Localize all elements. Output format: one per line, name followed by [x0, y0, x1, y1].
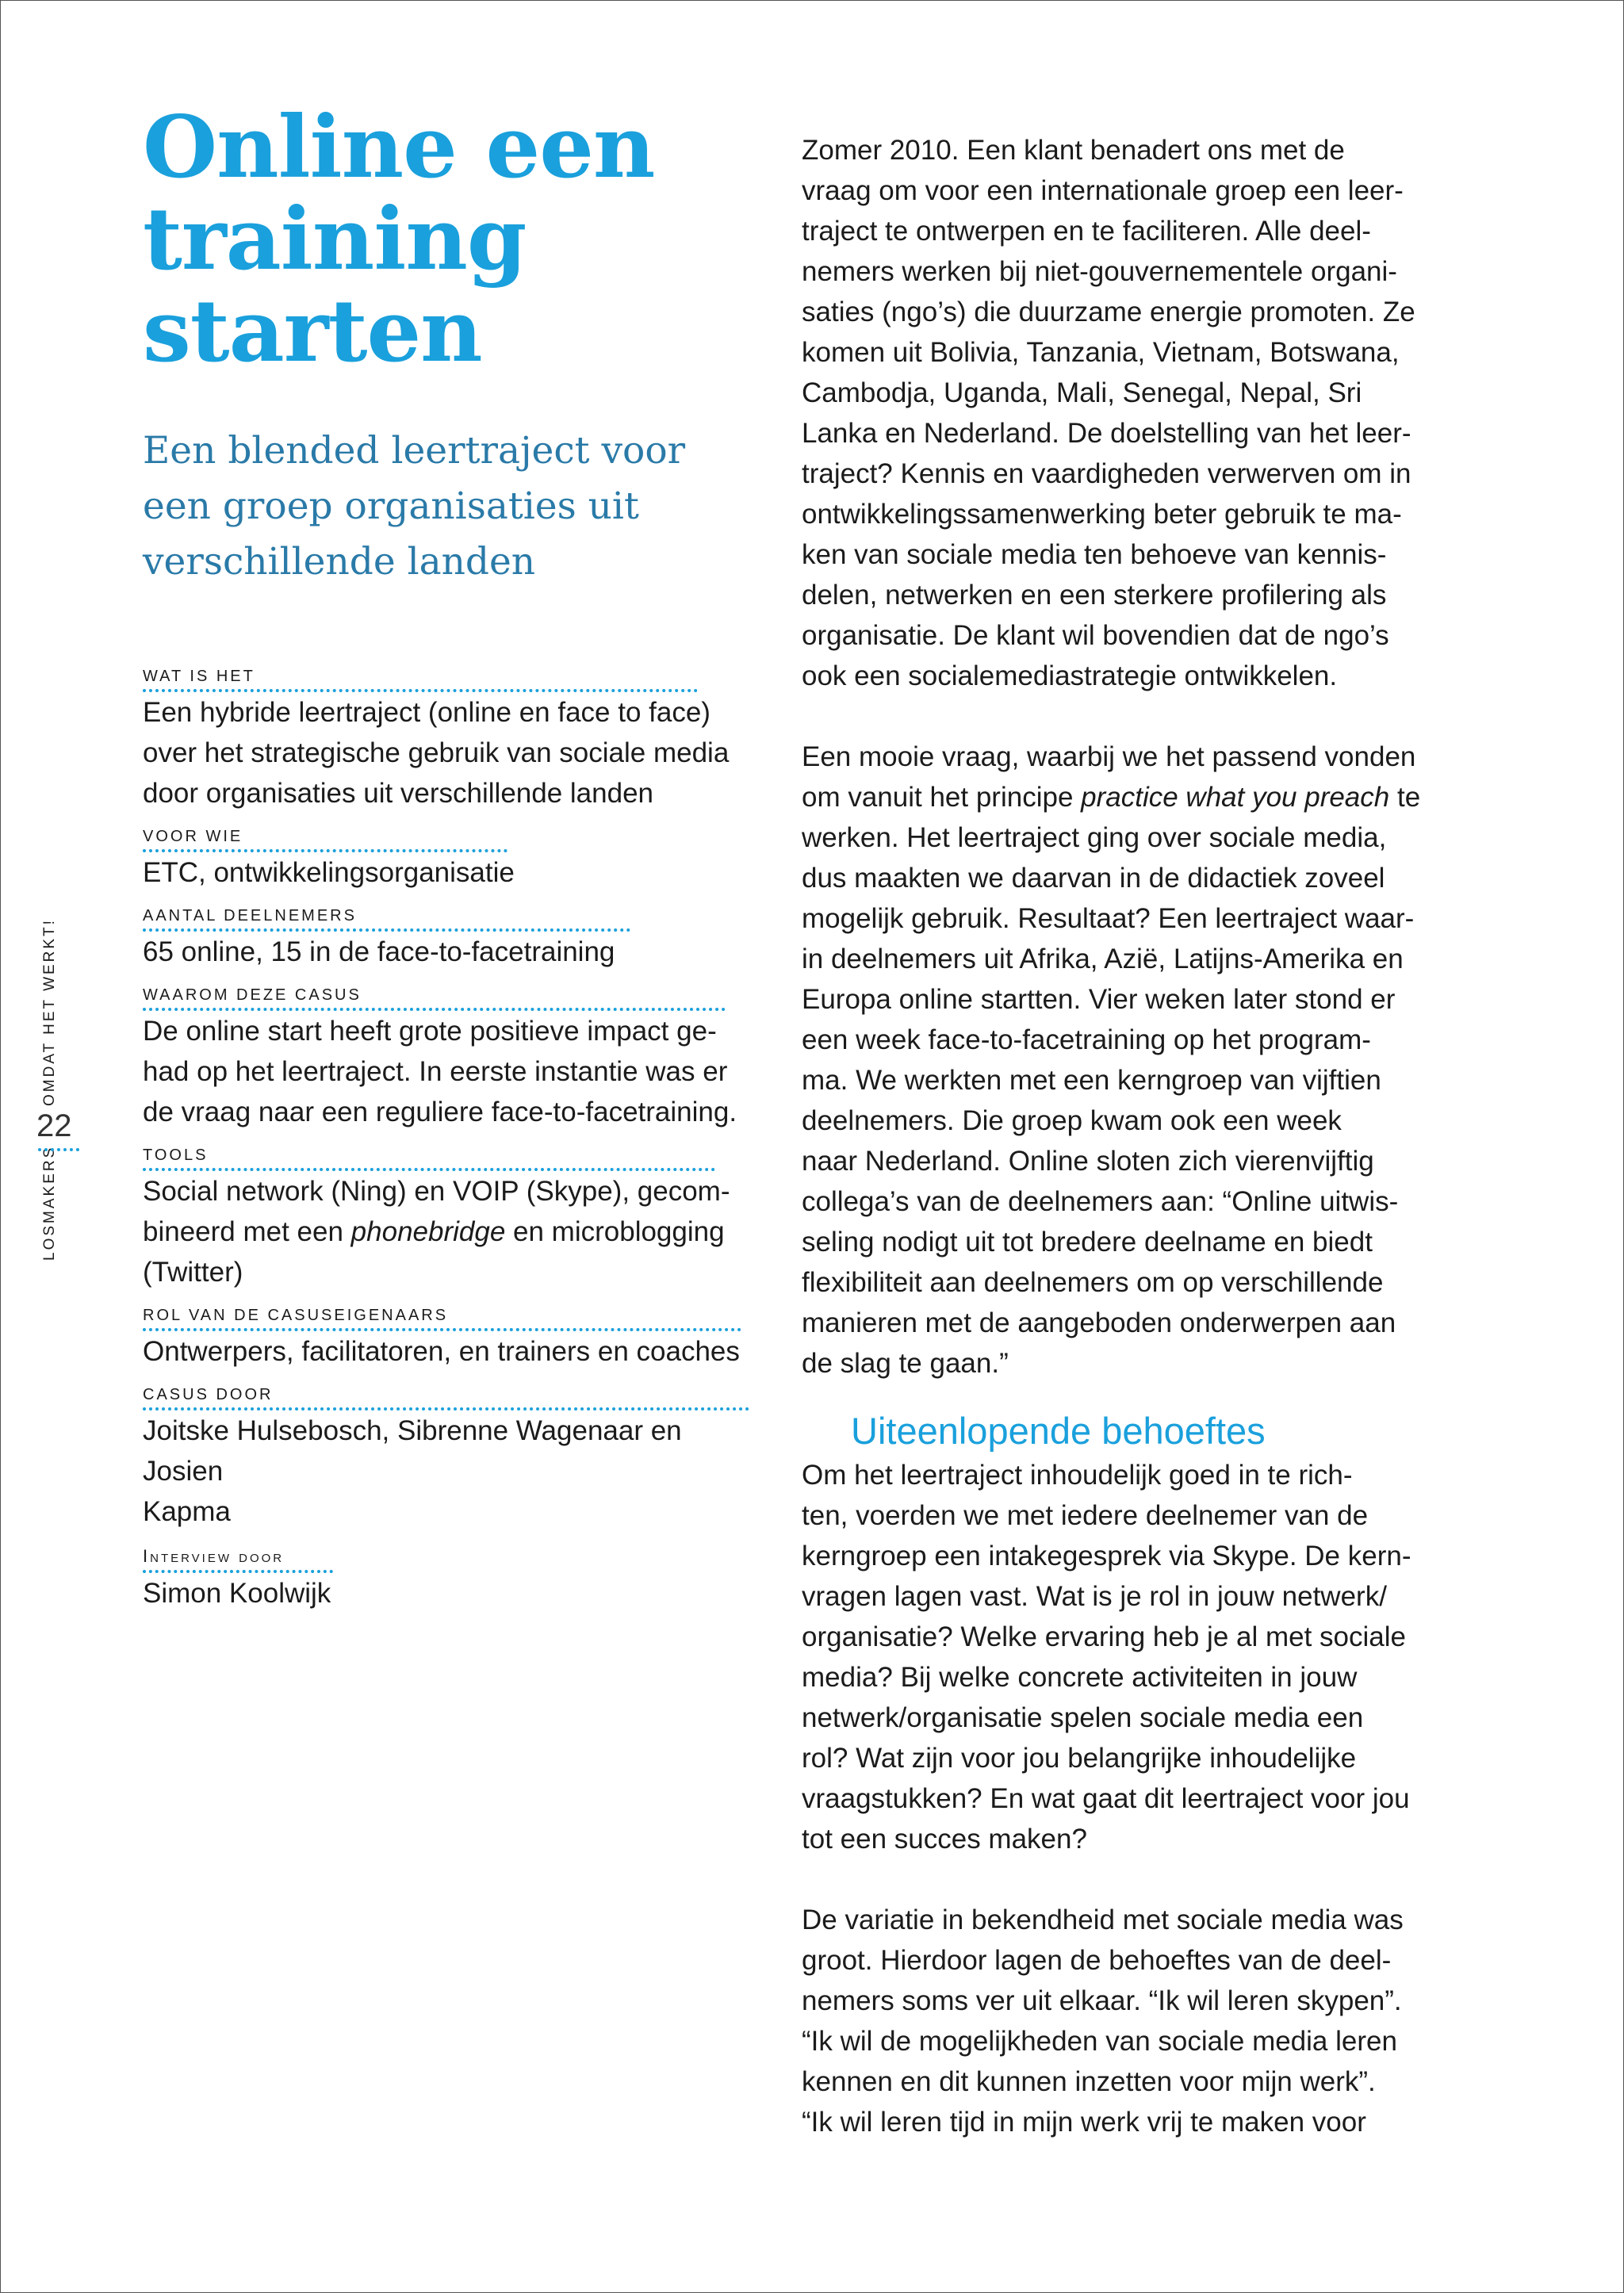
body-line: ma. We werkten met een kerngroep van vijftien — [802, 1065, 1381, 1096]
body-text: te — [1389, 782, 1421, 813]
paragraph-gap — [802, 696, 1420, 737]
info-label: WAT IS HET — [143, 668, 698, 692]
info-line: Ontwerpers, facilitatoren, en trainers en coaches — [143, 1336, 740, 1367]
subtitle-line: een groep organisaties uit — [143, 484, 639, 528]
paragraph-approach — [802, 737, 1420, 1384]
title-line: training — [143, 189, 527, 289]
body-line: flexibiliteit aan deelnemers om op verschillende — [802, 1267, 1384, 1298]
body-line: komen uit Bolivia, Tanzania, Vietnam, Botswana, — [802, 337, 1400, 368]
case-info-panel — [143, 668, 761, 1628]
body-line: Lanka en Nederland. De doelstelling van het leer- — [802, 418, 1411, 449]
body-line: media? Bij welke concrete activiteiten in jouw — [802, 1662, 1358, 1693]
body-line: naar Nederland. Online sloten zich vierenvijftig — [802, 1146, 1374, 1177]
info-interview-by — [143, 1546, 761, 1614]
body-line: nemers werken bij niet-gouvernementele organi- — [802, 256, 1397, 287]
body-line: groot. Hierdoor lagen de behoeftes van de deel- — [802, 1945, 1392, 1976]
info-text: bineerd met een — [143, 1216, 351, 1247]
body-line: een week face-to-facetraining op het program- — [802, 1024, 1371, 1055]
info-line: Een hybride leertraject (online en face to face) — [143, 697, 710, 728]
page-number-divider — [38, 1148, 79, 1151]
body-line: “Ik wil de mogelijkheden van sociale media leren — [802, 2026, 1397, 2057]
info-participants — [143, 907, 761, 972]
info-value — [143, 692, 761, 813]
info-line: had op het leertraject. In eerste instantie was er — [143, 1056, 728, 1087]
body-line: Om het leertraject inhoudelijk goed in te rich- — [802, 1460, 1353, 1491]
body-line: organisatie. De klant wil bovendien dat de ngo’s — [802, 620, 1389, 651]
info-label: AANTAL DEELNEMERS — [143, 907, 630, 932]
info-line: 65 online, 15 in de face-to-facetraining — [143, 936, 615, 967]
body-line: nemers soms ver uit elkaar. “Ik wil leren skypen”. — [802, 1985, 1402, 2016]
body-line: traject te ontwerpen en te faciliteren. Alle deel- — [802, 216, 1371, 247]
info-label: ROL VAN DE CASUSEIGENAARS — [143, 1307, 741, 1331]
body-emphasis: practice what you preach — [1081, 782, 1390, 813]
body-line: netwerk/organisatie spelen sociale media een — [802, 1702, 1364, 1733]
body-line: tot een succes maken? — [802, 1824, 1087, 1855]
info-value — [143, 1411, 761, 1532]
info-line: Social network (Ning) en VOIP (Skype), gecom- — [143, 1176, 730, 1207]
body-line: saties (ngo’s) die duurzame energie promoten. Ze — [802, 297, 1415, 327]
paragraph-gap — [802, 1859, 1420, 1900]
info-label: WAAROM DEZE CASUS — [143, 986, 726, 1011]
body-line: kerngroep een intakegesprek via Skype. De kern- — [802, 1541, 1411, 1571]
series-tagline: OMDAT HET WERKT! — [41, 918, 58, 1106]
info-label: TOOLS — [143, 1146, 715, 1171]
body-line: vragen lagen vast. Wat is je rol in jouw netwerk/ — [802, 1581, 1387, 1612]
info-line: door organisaties uit verschillende landen — [143, 778, 654, 809]
info-case-by — [143, 1386, 761, 1532]
body-line: manieren met de aangeboden onderwerpen aan — [802, 1307, 1396, 1338]
page-subtitle — [143, 423, 698, 590]
body-line: Zomer 2010. Een klant benadert ons met de — [802, 135, 1345, 166]
body-line: dus maakten we daarvan in de didactiek zoveel — [802, 863, 1385, 894]
body-line: organisatie? Welke ervaring heb je al met sociale — [802, 1621, 1406, 1652]
info-for-whom — [143, 828, 761, 893]
series-name: LOSMAKERS — [41, 1145, 58, 1261]
info-line — [143, 1212, 761, 1252]
info-line: ETC, ontwikkelingsorganisatie — [143, 857, 515, 888]
body-line: traject? Kennis en vaardigheden verwerven om in — [802, 458, 1411, 489]
body-line: delen, netwerken en een sterkere profilering als — [802, 580, 1387, 611]
subtitle-line: verschillende landen — [143, 540, 536, 584]
info-value — [143, 852, 761, 893]
info-line: Joitske Hulsebosch, Sibrenne Wagenaar en Josien — [143, 1415, 682, 1487]
section-heading: Uiteenlopende behoeftes — [851, 1410, 1266, 1452]
body-line: Cambodja, Uganda, Mali, Senegal, Nepal, Sri — [802, 377, 1362, 408]
body-line: deelnemers. Die groep kwam ook een week — [802, 1105, 1342, 1136]
body-line: mogelijk gebruik. Resultaat? Een leertraject waar- — [802, 903, 1415, 934]
body-line: “Ik wil leren tijd in mijn werk vrij te maken voor — [802, 2107, 1366, 2138]
body-line: de slag te gaan.” — [802, 1348, 1009, 1379]
info-line: de vraag naar een reguliere face-to-facetraining. — [143, 1097, 737, 1127]
info-tools — [143, 1146, 761, 1292]
paragraph-intro — [802, 130, 1420, 696]
body-line — [802, 777, 1420, 817]
info-text: en microblogging — [505, 1216, 725, 1247]
body-line: werken. Het leertraject ging over sociale media, — [802, 822, 1387, 853]
info-emphasis: phonebridge — [350, 1216, 506, 1247]
info-value — [143, 932, 761, 972]
info-line: De online start heeft grote positieve impact ge- — [143, 1016, 717, 1047]
title-line: starten — [143, 281, 482, 381]
info-value — [143, 1331, 761, 1372]
info-label: CASUS DOOR — [143, 1386, 749, 1411]
info-line: Kapma — [143, 1496, 231, 1527]
body-line: Europa online startten. Vier weken later stond er — [802, 984, 1396, 1015]
body-line: ook een socialemediastrategie ontwikkelen. — [802, 660, 1338, 691]
body-line: kennen en dit kunnen inzetten voor mijn werk”. — [802, 2066, 1376, 2097]
body-line: seling nodigt uit tot bredere deelname en biedt — [802, 1227, 1373, 1258]
info-line: over het strategische gebruik van sociale media — [143, 737, 730, 768]
paragraph-intake — [802, 1455, 1420, 1859]
body-line: rol? Wat zijn voor jou belangrijke inhoudelijke — [802, 1743, 1357, 1774]
info-roles — [143, 1307, 761, 1372]
body-text: om vanuit het principe — [802, 782, 1082, 813]
page-number: 22 — [36, 1108, 72, 1143]
info-value — [143, 1171, 761, 1292]
body-line: Een mooie vraag, waarbij we het passend vonden — [802, 741, 1416, 772]
info-label: Interview door — [143, 1546, 333, 1573]
body-line: vraagstukken? En wat gaat dit leertraject voor jou — [802, 1783, 1410, 1814]
title-line: Online een — [143, 98, 655, 197]
subtitle-line: Een blended leertraject voor — [143, 429, 686, 473]
body-line: collega’s van de deelnemers aan: “Online uitwis- — [802, 1186, 1399, 1217]
body-line: ken van sociale media ten behoeve van kennis- — [802, 539, 1387, 570]
paragraph-variation — [802, 1900, 1420, 2142]
body-line: ten, voerden we met iedere deelnemer van de — [802, 1500, 1369, 1531]
body-line: De variatie in bekendheid met sociale media was — [802, 1904, 1404, 1935]
page-title — [143, 98, 698, 381]
body-line: vraag om voor een internationale groep een leer- — [802, 175, 1404, 206]
info-line: (Twitter) — [143, 1257, 243, 1288]
info-line: Simon Koolwijk — [143, 1578, 331, 1609]
info-what — [143, 668, 761, 813]
body-line: in deelnemers uit Afrika, Azië, Latijns-Amerika en — [802, 944, 1404, 974]
info-value — [143, 1011, 761, 1132]
article-body — [802, 130, 1420, 2142]
info-why — [143, 986, 761, 1132]
info-label: VOOR WIE — [143, 828, 508, 852]
info-value — [143, 1573, 761, 1614]
body-line: ontwikkelingssamenwerking beter gebruik te ma- — [802, 499, 1402, 530]
